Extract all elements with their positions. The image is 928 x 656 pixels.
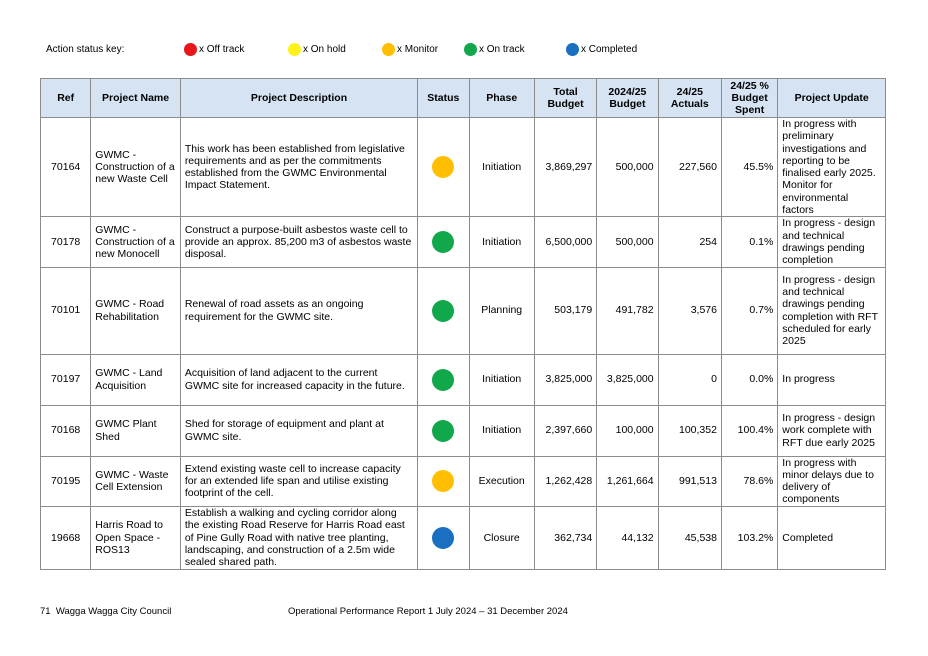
cell-project-update: In progress - design work complete with RFT due early 2025	[778, 405, 886, 456]
council-name: Wagga Wagga City Council	[55, 606, 172, 617]
cell-total-budget: 3,825,000	[534, 354, 596, 405]
key-item-label: x Completed	[581, 44, 638, 55]
key-item-label: x On track	[479, 44, 525, 55]
table-row	[41, 118, 886, 217]
cell-total-budget: 6,500,000	[534, 217, 596, 267]
cell-pct-spent: 78.6%	[721, 456, 777, 506]
cell-project-update: In progress with minor delays due to delivery of components	[778, 456, 886, 506]
header-project-description: Project Description	[180, 79, 417, 118]
status-on-track-icon	[432, 420, 454, 442]
cell-project-update: Completed	[778, 506, 886, 569]
cell-status	[418, 118, 469, 217]
cell-actuals-2425: 227,560	[658, 118, 721, 217]
cell-total-budget: 503,179	[534, 267, 596, 354]
cell-actuals-2425: 3,576	[658, 267, 721, 354]
cell-project-name: GWMC - Road Rehabilitation	[91, 267, 181, 354]
cell-ref: 70178	[41, 217, 91, 267]
cell-ref: 19668	[41, 506, 91, 569]
cell-actuals-2425: 991,513	[658, 456, 721, 506]
cell-project-name: GWMC - Construction of a new Monocell	[91, 217, 181, 267]
cell-budget-2425: 500,000	[597, 217, 658, 267]
table-row	[41, 456, 886, 506]
key-item-on-track	[464, 43, 525, 56]
table-row	[41, 405, 886, 456]
cell-project-name: GWMC - Construction of a new Waste Cell	[91, 118, 181, 217]
table-row	[41, 354, 886, 405]
cell-pct-spent: 0.7%	[721, 267, 777, 354]
cell-budget-2425: 1,261,664	[597, 456, 658, 506]
cell-status	[418, 217, 469, 267]
cell-actuals-2425: 100,352	[658, 405, 721, 456]
cell-phase: Execution	[469, 456, 534, 506]
cell-total-budget: 1,262,428	[534, 456, 596, 506]
cell-budget-2425: 44,132	[597, 506, 658, 569]
cell-phase: Initiation	[469, 405, 534, 456]
cell-budget-2425: 491,782	[597, 267, 658, 354]
footer-left	[40, 606, 171, 617]
cell-project-name: GWMC - Land Acquisition	[91, 354, 181, 405]
table-header-row	[41, 79, 886, 118]
cell-project-update: In progress with preliminary investigations and reporting to be finalised early 2025. Monitor for environmental factors	[778, 118, 886, 217]
cell-ref: 70101	[41, 267, 91, 354]
header-phase: Phase	[469, 79, 534, 118]
cell-project-update: In progress - design and technical drawings pending completion with RFT scheduled for early 2025	[778, 267, 886, 354]
header-project-update: Project Update	[778, 79, 886, 118]
cell-project-description: Construct a purpose-built asbestos waste cell to provide an approx. 85,200 m3 of asbestos waste disposal.	[180, 217, 417, 267]
cell-actuals-2425: 0	[658, 354, 721, 405]
key-item-label: x Monitor	[397, 44, 439, 55]
yellow-circle-icon	[288, 43, 301, 56]
cell-pct-spent: 0.0%	[721, 354, 777, 405]
cell-phase: Planning	[469, 267, 534, 354]
cell-project-name: GWMC Plant Shed	[91, 405, 181, 456]
status-on-track-icon	[432, 300, 454, 322]
key-item-completed	[566, 43, 637, 56]
cell-total-budget: 362,734	[534, 506, 596, 569]
cell-project-description: Extend existing waste cell to increase capacity for an extended life span and utilise existing footprint of the cell.	[180, 456, 417, 506]
key-item-label: x On hold	[303, 44, 346, 55]
page-number: 71	[40, 606, 51, 617]
red-circle-icon	[184, 43, 197, 56]
cell-project-update: In progress - design and technical drawings pending completion	[778, 217, 886, 267]
cell-phase: Initiation	[469, 118, 534, 217]
cell-ref: 70195	[41, 456, 91, 506]
cell-phase: Initiation	[469, 354, 534, 405]
table-row	[41, 217, 886, 267]
cell-budget-2425: 3,825,000	[597, 354, 658, 405]
amber-circle-icon	[382, 43, 395, 56]
cell-status	[418, 267, 469, 354]
green-circle-icon	[464, 43, 477, 56]
cell-project-description: Acquisition of land adjacent to the current GWMC site for increased capacity in the future.	[180, 354, 417, 405]
cell-budget-2425: 100,000	[597, 405, 658, 456]
cell-status	[418, 354, 469, 405]
cell-budget-2425: 500,000	[597, 118, 658, 217]
key-item-monitor	[382, 43, 438, 56]
status-completed-icon	[432, 527, 454, 549]
cell-actuals-2425: 45,538	[658, 506, 721, 569]
cell-project-description: This work has been established from legislative requirements and as per the commitments established from the GWMC Environmental Impact Statement.	[180, 118, 417, 217]
header-ref: Ref	[41, 79, 91, 118]
cell-phase: Closure	[469, 506, 534, 569]
key-item-off-track	[184, 43, 244, 56]
status-monitor-icon	[432, 156, 454, 178]
header-status: Status	[418, 79, 469, 118]
report-title: Operational Performance Report 1 July 2024 – 31 December 2024	[288, 606, 568, 617]
cell-phase: Initiation	[469, 217, 534, 267]
status-monitor-icon	[432, 470, 454, 492]
cell-actuals-2425: 254	[658, 217, 721, 267]
header-pct-spent: 24/25 % Budget Spent	[721, 79, 777, 118]
cell-pct-spent: 45.5%	[721, 118, 777, 217]
cell-ref: 70168	[41, 405, 91, 456]
header-total-budget: Total Budget	[534, 79, 596, 118]
header-actuals-2425: 24/25 Actuals	[658, 79, 721, 118]
cell-project-update: In progress	[778, 354, 886, 405]
cell-project-description: Shed for storage of equipment and plant at GWMC site.	[180, 405, 417, 456]
cell-pct-spent: 103.2%	[721, 506, 777, 569]
cell-project-name: GWMC - Waste Cell Extension	[91, 456, 181, 506]
blue-circle-icon	[566, 43, 579, 56]
key-item-label: x Off track	[199, 44, 245, 55]
key-item-on-hold	[288, 43, 346, 56]
cell-total-budget: 2,397,660	[534, 405, 596, 456]
table-row	[41, 267, 886, 354]
status-key-label: Action status key:	[46, 44, 125, 55]
cell-ref: 70164	[41, 118, 91, 217]
cell-total-budget: 3,869,297	[534, 118, 596, 217]
cell-pct-spent: 100.4%	[721, 405, 777, 456]
header-project-name: Project Name	[91, 79, 181, 118]
cell-status	[418, 506, 469, 569]
table-row	[41, 506, 886, 569]
cell-project-description: Establish a walking and cycling corridor along the existing Road Reserve for Harris Road east of Pine Gully Road with native tree planting, landscaping, and construction of a 2.5m wide sealed shared path.	[180, 506, 417, 569]
cell-status	[418, 456, 469, 506]
cell-project-description: Renewal of road assets as an ongoing requirement for the GWMC site.	[180, 267, 417, 354]
project-table	[40, 78, 886, 570]
cell-status	[418, 405, 469, 456]
cell-project-name: Harris Road to Open Space - ROS13	[91, 506, 181, 569]
cell-pct-spent: 0.1%	[721, 217, 777, 267]
status-on-track-icon	[432, 369, 454, 391]
cell-ref: 70197	[41, 354, 91, 405]
header-budget-2425: 2024/25 Budget	[597, 79, 658, 118]
status-on-track-icon	[432, 231, 454, 253]
